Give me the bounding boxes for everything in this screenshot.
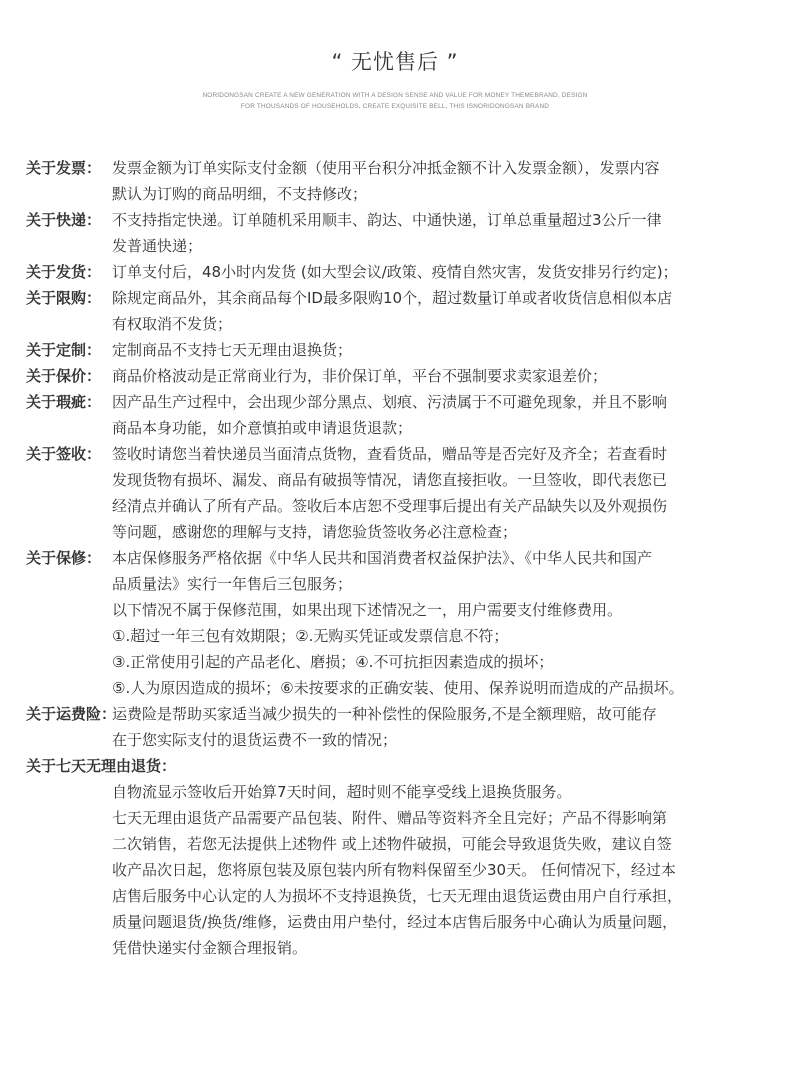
section-label: 关于运费险：	[26, 705, 117, 723]
section-label: 关于限购：	[26, 289, 102, 307]
section-label: 关于发货：	[26, 263, 102, 281]
section-receipt	[26, 441, 786, 545]
section-text-line: 订单支付后，48小时内发货 (如大型会议/政策、疫情自然灾害，发货安排另行约定)；	[112, 263, 678, 281]
section-text-line: 七天无理由退货产品需要产品包装、附件、赠品等资料齐全且完好；产品不得影响第	[112, 809, 668, 827]
section-text-line: ①.超过一年三包有效期限；②.无购买凭证或发票信息不符；	[112, 627, 509, 645]
section-label: 关于签收：	[26, 445, 102, 463]
section-text-line: ⑤.人为原因造成的损坏；⑥未按要求的正确安装、使用、保养说明而造成的产品损坏。	[112, 679, 684, 697]
section-text-line: 发现货物有损坏、漏发、商品有破损等情况，请您直接拒收。一旦签收，即代表您已	[112, 471, 668, 489]
section-label: 关于定制：	[26, 341, 102, 359]
section-text-line: 运费险是帮助买家适当减少损失的一种补偿性的保险服务,不是全额理赔，故可能存	[112, 705, 657, 723]
brand-subtitle-line-1: NORIDONGSAN CREATE A NEW GENERATION WITH A DESIGN SENSE AND VALUE FOR MONEY THEMEBRAND, DESIGN	[202, 92, 588, 99]
section-delivery	[26, 207, 786, 259]
section-label: 关于七天无理由退货：	[26, 757, 177, 775]
section-text-line: 凭借快递实付金额合理报销。	[112, 939, 308, 957]
section-text-line: 二次销售，若您无法提供上述物件 或上述物件破损，可能会导致退货失败，建议自签	[112, 835, 672, 853]
section-defects	[26, 389, 786, 441]
section-purchase-limit	[26, 285, 786, 337]
section-text-line: 商品本身功能，如介意慎拍或申请退货退款；	[112, 419, 413, 437]
section-text-line: 不支持指定快递。订单随机采用顺丰、韵达、中通快递，订单总重量超过3公斤一律	[112, 211, 662, 229]
section-text-line: 定制商品不支持七天无理由退换货；	[112, 341, 353, 359]
section-text-line: 自物流显示签收后开始算7天时间，超时则不能享受线上退换货服务。	[112, 783, 572, 801]
policy-content	[26, 155, 786, 961]
section-text-line: 因产品生产过程中，会出现少部分黑点、划痕、污渍属于不可避免现象，并且不影响	[112, 393, 668, 411]
section-text-line: 本店保修服务严格依据《中华人民共和国消费者权益保护法》、《中华人民共和国产	[112, 549, 653, 567]
section-text-line: 签收时请您当着快递员当面清点货物，查看货品，赠品等是否完好及齐全；若查看时	[112, 445, 668, 463]
section-label: 关于快递：	[26, 211, 102, 229]
section-text-line: ③.正常使用引起的产品老化、磨损；④.不可抗拒因素造成的损坏；	[112, 653, 554, 671]
section-label: 关于保修：	[26, 549, 102, 567]
brand-subtitle-line-2: FOR THOUSANDS OF HOUSEHOLDS, CREATE EXQUISITE BELL, THIS ISNORIDONGSAN BRAND	[240, 103, 550, 110]
section-price-protection	[26, 363, 786, 389]
section-shipping	[26, 259, 786, 285]
section-text-line: 有权取消不发货；	[112, 315, 233, 333]
section-text-line: 质量问题退货/换货/维修，运费由用户垫付，经过本店售后服务中心确认为质量问题，	[112, 913, 678, 931]
section-text-line: 默认为订购的商品明细，不支持修改；	[112, 185, 368, 203]
section-text-line: 发普通快递；	[112, 237, 203, 255]
section-text-line: 商品价格波动是正常商业行为，非价保订单，平台不强制要求卖家退差价；	[112, 367, 608, 385]
section-invoice	[26, 155, 786, 207]
section-label: 关于保价：	[26, 367, 102, 385]
section-customization	[26, 337, 786, 363]
section-text-line: 等问题，感谢您的理解与支持，请您验货签收务必注意检查；	[112, 523, 518, 541]
section-label: 关于瑕疵：	[26, 393, 102, 411]
section-text-line: 品质量法》实行一年售后三包服务；	[112, 575, 353, 593]
section-text-line: 以下情况不属于保修范围，如果出现下述情况之一，用户需要支付维修费用。	[112, 601, 623, 619]
section-warranty	[26, 545, 786, 701]
section-text-line: 发票金额为订单实际支付金额（使用平台积分冲抵金额不计入发票金额），发票内容	[112, 159, 660, 177]
section-label: 关于发票：	[26, 159, 102, 177]
section-text-line: 经清点并确认了所有产品。签收后本店恕不受理事后提出有关产品缺失以及外观损伤	[112, 497, 668, 515]
page-title: “ 无忧售后 ”	[331, 50, 459, 74]
section-text-line: 除规定商品外，其余商品每个ID最多限购10个，超过数量订单或者收货信息相似本店	[112, 289, 673, 307]
section-text-line: 在于您实际支付的退货运费不一致的情况；	[112, 731, 398, 749]
section-text-line: 收产品次日起，您将原包装及原包装内所有物料保留至少30天。 任何情况下，经过本	[112, 861, 676, 879]
section-shipping-insurance	[26, 701, 786, 753]
section-seven-day-return	[26, 753, 786, 961]
section-text-line: 店售后服务中心认定的人为损坏不支持退换货，七天无理由退货运费由用户自行承担，	[112, 887, 683, 905]
